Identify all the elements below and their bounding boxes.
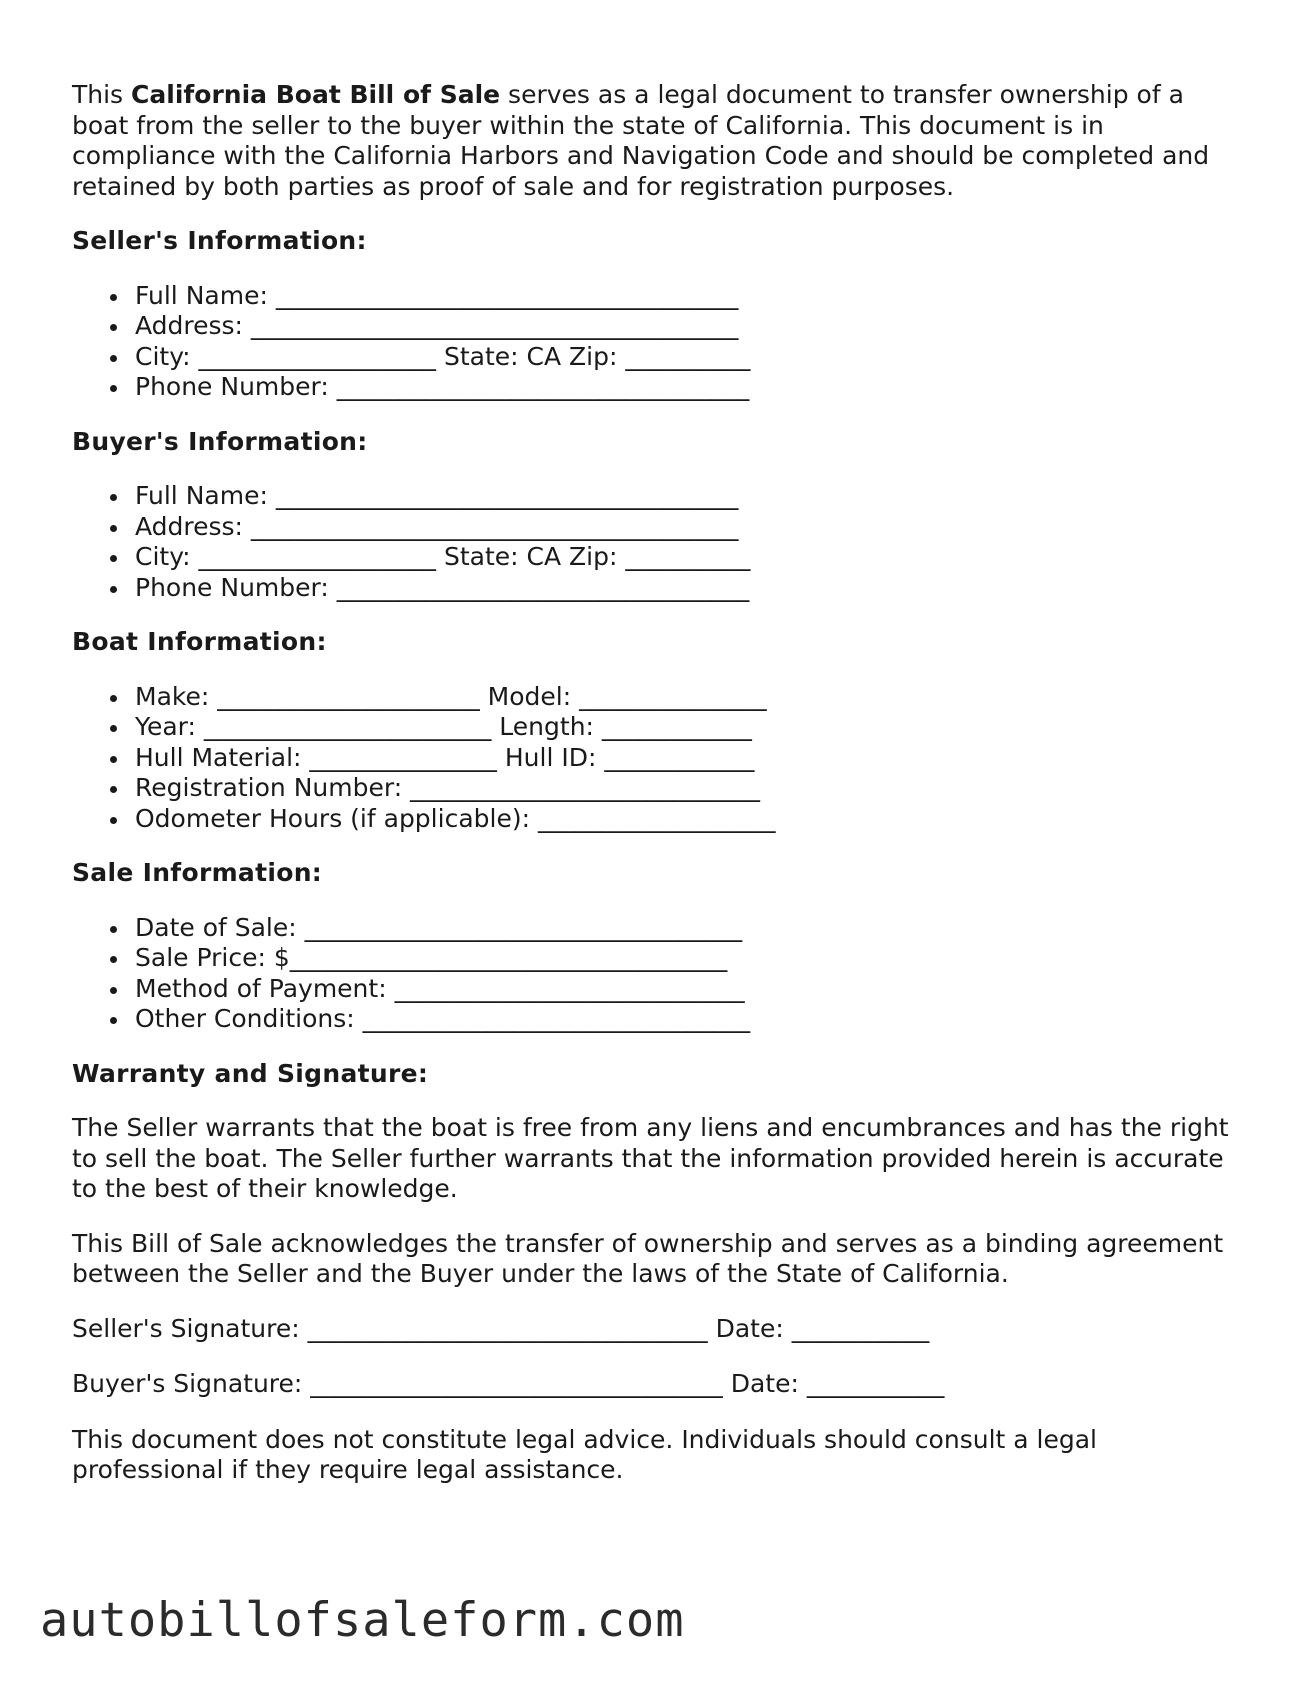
boat-make-model-field[interactable]: Make: _____________________ Model: _______________ (135, 682, 1242, 713)
boat-year-length-field[interactable]: Year: _______________________ Length: ____________ (135, 712, 1242, 743)
intro-paragraph (72, 80, 1242, 202)
disclaimer-paragraph: This document does not constitute legal advice. Individuals should consult a legal professional if they require legal assistance. (72, 1424, 1097, 1484)
boat-registration-field[interactable]: Registration Number: ____________________________ (135, 773, 1242, 804)
seller-address-field[interactable]: Address: _______________________________________ (135, 311, 1242, 342)
buyer-heading: Buyer's Information: (72, 426, 368, 456)
sale-date-field[interactable]: Date of Sale: ___________________________________ (135, 913, 1242, 944)
watermark: autobillofsaleform.com (40, 1593, 685, 1648)
seller-fields (72, 281, 1242, 403)
boat-hull-field[interactable]: Hull Material: _______________ Hull ID: ____________ (135, 743, 1242, 774)
buyer-signature-line[interactable]: Buyer's Signature: _________________________________ Date: ___________ (72, 1369, 945, 1398)
document-title: California Boat Bill of Sale (131, 80, 501, 109)
seller-heading: Seller's Information: (72, 226, 367, 255)
sale-heading: Sale Information: (72, 858, 323, 887)
document-body (72, 80, 1242, 1510)
seller-signature-line[interactable]: Seller's Signature: ________________________________ Date: ___________ (72, 1313, 930, 1343)
seller-phone-field[interactable]: Phone Number: _________________________________ (135, 372, 1242, 403)
other-conditions-field[interactable]: Other Conditions: _______________________________ (135, 1004, 1242, 1035)
intro-text: serves as a legal document to transfer ownership of a boat from the seller to the buyer within the state of California. This document is in compliance with the California Harbors and Navigation Code and should be completed and retained by both parties as proof of sale and for registration purposes. (72, 80, 1210, 201)
payment-method-field[interactable]: Method of Payment: ____________________________ (135, 974, 1242, 1005)
warranty-heading: Warranty and Signature: (72, 1058, 429, 1088)
boat-odometer-field[interactable]: Odometer Hours (if applicable): ___________________ (135, 804, 1242, 835)
buyer-fields (72, 481, 1242, 603)
buyer-address-field[interactable]: Address: _______________________________________ (135, 512, 1242, 543)
buyer-full-name-field[interactable]: Full Name: _____________________________________ (135, 481, 1242, 512)
boat-fields (72, 682, 1242, 835)
acknowledgement-paragraph: This Bill of Sale acknowledges the transfer of ownership and serves as a binding agreement between the Seller and the Buyer under the laws of the State of California. (72, 1228, 1224, 1288)
boat-heading: Boat Information: (72, 627, 327, 656)
seller-city-state-zip-field[interactable]: City: ___________________ State: CA Zip: __________ (135, 342, 1242, 373)
seller-full-name-field[interactable]: Full Name: _____________________________________ (135, 281, 1242, 312)
sale-price-field[interactable]: Sale Price: $___________________________________ (135, 943, 1242, 974)
intro-prefix: This (72, 80, 132, 109)
buyer-phone-field[interactable]: Phone Number: _________________________________ (135, 573, 1242, 604)
buyer-city-state-zip-field[interactable]: City: ___________________ State: CA Zip: __________ (135, 542, 1242, 573)
sale-fields (72, 913, 1242, 1035)
warranty-paragraph: The Seller warrants that the boat is free from any liens and encumbrances and has the right to sell the boat. The Seller further warrants that the information provided herein is accurate to the best of their knowledge. (72, 1113, 1229, 1203)
